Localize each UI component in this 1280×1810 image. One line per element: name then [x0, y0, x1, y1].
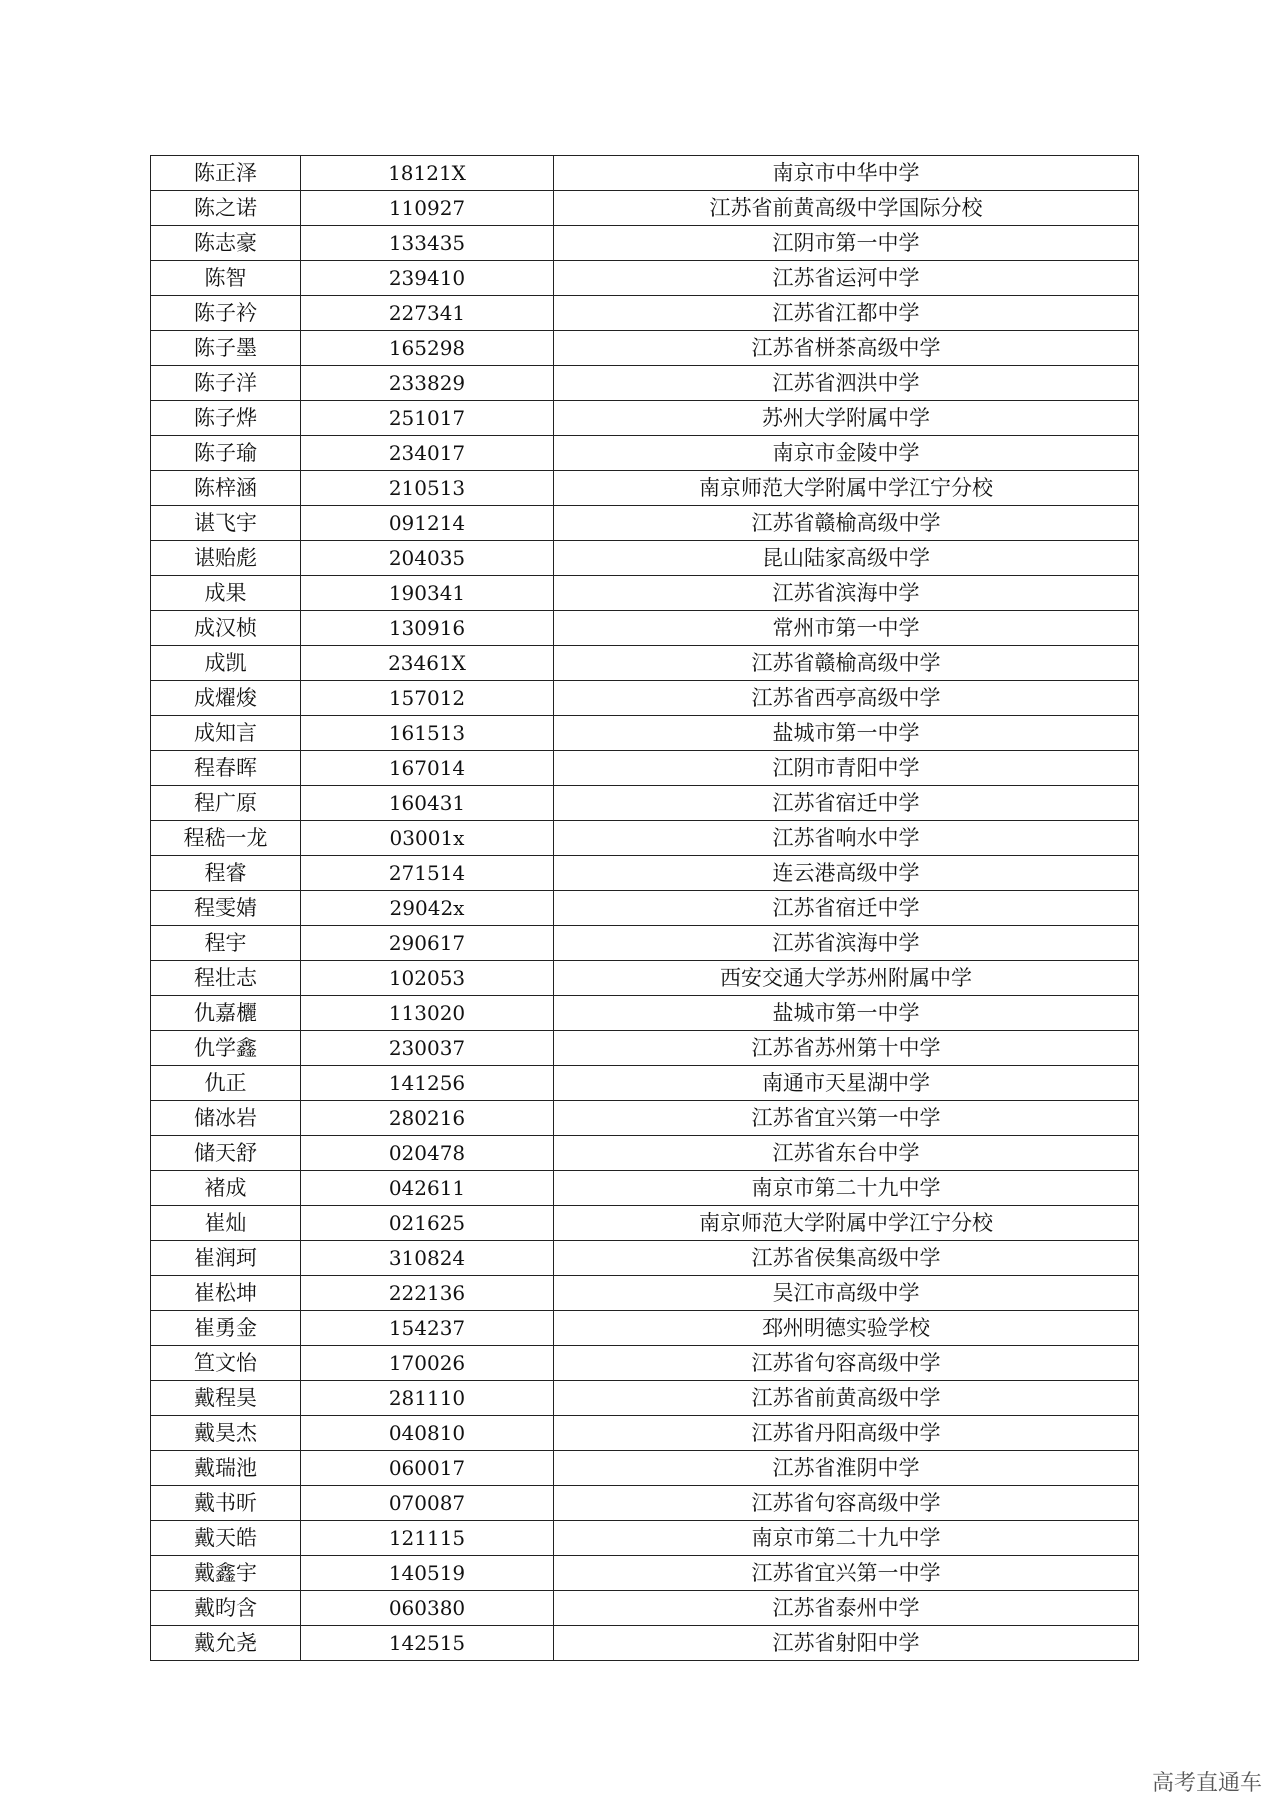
school-name-cell: 江苏省运河中学 [554, 261, 1139, 296]
school-name-cell: 江苏省宿迁中学 [554, 891, 1139, 926]
student-id-cell: 165298 [301, 331, 554, 366]
student-id-cell: 154237 [301, 1311, 554, 1346]
student-name-cell: 程广原 [151, 786, 301, 821]
school-name-cell: 江苏省响水中学 [554, 821, 1139, 856]
student-id-cell: 170026 [301, 1346, 554, 1381]
table-row [151, 856, 1139, 891]
student-name-cell: 陈正泽 [151, 156, 301, 191]
student-name-cell: 陈梓涵 [151, 471, 301, 506]
school-name-cell: 邳州明德实验学校 [554, 1311, 1139, 1346]
student-id-cell: 23461X [301, 646, 554, 681]
student-id-cell: 281110 [301, 1381, 554, 1416]
table-row [151, 926, 1139, 961]
student-id-cell: 280216 [301, 1101, 554, 1136]
table-row [151, 226, 1139, 261]
student-id-cell: 140519 [301, 1556, 554, 1591]
table-row [151, 296, 1139, 331]
school-name-cell: 江苏省泗洪中学 [554, 366, 1139, 401]
school-name-cell: 苏州大学附属中学 [554, 401, 1139, 436]
table-row [151, 751, 1139, 786]
student-id-cell: 113020 [301, 996, 554, 1031]
student-name-cell: 成燿焌 [151, 681, 301, 716]
school-name-cell: 南京师范大学附属中学江宁分校 [554, 1206, 1139, 1241]
student-name-cell: 成汉桢 [151, 611, 301, 646]
student-id-cell: 121115 [301, 1521, 554, 1556]
student-id-cell: 29042x [301, 891, 554, 926]
student-name-cell: 笪文怡 [151, 1346, 301, 1381]
table-row [151, 1066, 1139, 1101]
student-name-cell: 戴瑞池 [151, 1451, 301, 1486]
school-name-cell: 江苏省射阳中学 [554, 1626, 1139, 1661]
school-name-cell: 南京市第二十九中学 [554, 1521, 1139, 1556]
school-name-cell: 江苏省侯集高级中学 [554, 1241, 1139, 1276]
student-id-cell: 204035 [301, 541, 554, 576]
student-name-cell: 陈志豪 [151, 226, 301, 261]
student-name-cell: 崔勇金 [151, 1311, 301, 1346]
table-row [151, 611, 1139, 646]
table-row [151, 576, 1139, 611]
student-id-cell: 110927 [301, 191, 554, 226]
school-name-cell: 江苏省前黄高级中学国际分校 [554, 191, 1139, 226]
school-name-cell: 江苏省淮阴中学 [554, 1451, 1139, 1486]
school-name-cell: 西安交通大学苏州附属中学 [554, 961, 1139, 996]
student-name-cell: 戴允尧 [151, 1626, 301, 1661]
table-row [151, 1416, 1139, 1451]
table-row [151, 1556, 1139, 1591]
table-row [151, 786, 1139, 821]
student-name-cell: 谌贻彪 [151, 541, 301, 576]
table-row [151, 506, 1139, 541]
student-name-cell: 程壮志 [151, 961, 301, 996]
student-id-cell: 133435 [301, 226, 554, 261]
school-name-cell: 江苏省赣榆高级中学 [554, 646, 1139, 681]
school-name-cell: 江苏省栟茶高级中学 [554, 331, 1139, 366]
student-id-cell: 310824 [301, 1241, 554, 1276]
student-id-cell: 251017 [301, 401, 554, 436]
table-row [151, 1171, 1139, 1206]
student-id-cell: 141256 [301, 1066, 554, 1101]
school-name-cell: 江苏省江都中学 [554, 296, 1139, 331]
student-id-cell: 222136 [301, 1276, 554, 1311]
student-id-cell: 227341 [301, 296, 554, 331]
school-name-cell: 江苏省泰州中学 [554, 1591, 1139, 1626]
student-name-cell: 陈子烨 [151, 401, 301, 436]
table-row [151, 471, 1139, 506]
table-row [151, 1311, 1139, 1346]
student-id-cell: 130916 [301, 611, 554, 646]
student-id-cell: 102053 [301, 961, 554, 996]
student-id-cell: 091214 [301, 506, 554, 541]
student-name-cell: 陈子瑜 [151, 436, 301, 471]
school-name-cell: 吴江市高级中学 [554, 1276, 1139, 1311]
student-name-cell: 成凯 [151, 646, 301, 681]
student-name-cell: 褚成 [151, 1171, 301, 1206]
student-id-cell: 042611 [301, 1171, 554, 1206]
school-name-cell: 江苏省东台中学 [554, 1136, 1139, 1171]
school-name-cell: 盐城市第一中学 [554, 716, 1139, 751]
student-id-cell: 040810 [301, 1416, 554, 1451]
student-name-cell: 仇正 [151, 1066, 301, 1101]
school-name-cell: 江苏省西亭高级中学 [554, 681, 1139, 716]
student-name-cell: 戴昀含 [151, 1591, 301, 1626]
student-id-cell: 160431 [301, 786, 554, 821]
table-row [151, 821, 1139, 856]
table-row [151, 1521, 1139, 1556]
table-row [151, 1206, 1139, 1241]
student-name-cell: 戴天皓 [151, 1521, 301, 1556]
school-name-cell: 江苏省句容高级中学 [554, 1346, 1139, 1381]
table-row [151, 191, 1139, 226]
student-id-cell: 271514 [301, 856, 554, 891]
student-id-cell: 167014 [301, 751, 554, 786]
table-row [151, 1381, 1139, 1416]
table-row [151, 961, 1139, 996]
student-id-cell: 18121X [301, 156, 554, 191]
school-name-cell: 南京市金陵中学 [554, 436, 1139, 471]
school-name-cell: 南京师范大学附属中学江宁分校 [554, 471, 1139, 506]
student-id-cell: 161513 [301, 716, 554, 751]
table-row [151, 436, 1139, 471]
school-name-cell: 南京市第二十九中学 [554, 1171, 1139, 1206]
table-row [151, 1276, 1139, 1311]
table-row [151, 891, 1139, 926]
table-row [151, 1346, 1139, 1381]
school-name-cell: 江苏省滨海中学 [554, 926, 1139, 961]
roster-body [151, 156, 1139, 1661]
student-name-cell: 仇学鑫 [151, 1031, 301, 1066]
student-name-cell: 戴程昊 [151, 1381, 301, 1416]
school-name-cell: 江苏省苏州第十中学 [554, 1031, 1139, 1066]
student-name-cell: 程宇 [151, 926, 301, 961]
school-name-cell: 江苏省赣榆高级中学 [554, 506, 1139, 541]
table-row [151, 1451, 1139, 1486]
student-id-cell: 233829 [301, 366, 554, 401]
school-name-cell: 江苏省宜兴第一中学 [554, 1556, 1139, 1591]
table-row [151, 156, 1139, 191]
school-name-cell: 南通市天星湖中学 [554, 1066, 1139, 1101]
student-id-cell: 142515 [301, 1626, 554, 1661]
school-name-cell: 连云港高级中学 [554, 856, 1139, 891]
table-row [151, 1136, 1139, 1171]
student-name-cell: 陈智 [151, 261, 301, 296]
student-id-cell: 190341 [301, 576, 554, 611]
student-id-cell: 239410 [301, 261, 554, 296]
student-name-cell: 谌飞宇 [151, 506, 301, 541]
school-name-cell: 江苏省句容高级中学 [554, 1486, 1139, 1521]
student-id-cell: 060017 [301, 1451, 554, 1486]
table-row [151, 401, 1139, 436]
table-row [151, 1626, 1139, 1661]
table-row [151, 1101, 1139, 1136]
table-row [151, 1591, 1139, 1626]
student-name-cell: 崔灿 [151, 1206, 301, 1241]
watermark-text: 高考直通车 [1151, 1771, 1262, 1796]
school-name-cell: 江苏省宿迁中学 [554, 786, 1139, 821]
student-id-cell: 290617 [301, 926, 554, 961]
student-name-cell: 仇嘉欐 [151, 996, 301, 1031]
student-name-cell: 程嵇一龙 [151, 821, 301, 856]
student-name-cell: 储冰岩 [151, 1101, 301, 1136]
table-row [151, 1031, 1139, 1066]
roster-table [150, 155, 1139, 1661]
student-name-cell: 程春晖 [151, 751, 301, 786]
student-name-cell: 陈子墨 [151, 331, 301, 366]
student-name-cell: 储天舒 [151, 1136, 301, 1171]
school-name-cell: 南京市中华中学 [554, 156, 1139, 191]
school-name-cell: 江苏省丹阳高级中学 [554, 1416, 1139, 1451]
table-row [151, 646, 1139, 681]
student-id-cell: 020478 [301, 1136, 554, 1171]
student-name-cell: 陈子洋 [151, 366, 301, 401]
table-row [151, 1241, 1139, 1276]
student-name-cell: 戴鑫宇 [151, 1556, 301, 1591]
student-id-cell: 230037 [301, 1031, 554, 1066]
school-name-cell: 昆山陆家高级中学 [554, 541, 1139, 576]
school-name-cell: 江苏省前黄高级中学 [554, 1381, 1139, 1416]
school-name-cell: 江阴市青阳中学 [554, 751, 1139, 786]
student-name-cell: 崔松坤 [151, 1276, 301, 1311]
table-row [151, 366, 1139, 401]
table-row [151, 541, 1139, 576]
student-name-cell: 戴书昕 [151, 1486, 301, 1521]
table-row [151, 681, 1139, 716]
student-name-cell: 崔润珂 [151, 1241, 301, 1276]
student-name-cell: 程睿 [151, 856, 301, 891]
student-id-cell: 060380 [301, 1591, 554, 1626]
school-name-cell: 常州市第一中学 [554, 611, 1139, 646]
student-name-cell: 戴昊杰 [151, 1416, 301, 1451]
student-name-cell: 陈子衿 [151, 296, 301, 331]
school-name-cell: 盐城市第一中学 [554, 996, 1139, 1031]
student-id-cell: 157012 [301, 681, 554, 716]
student-id-cell: 234017 [301, 436, 554, 471]
school-name-cell: 江苏省宜兴第一中学 [554, 1101, 1139, 1136]
student-name-cell: 程雯婧 [151, 891, 301, 926]
student-name-cell: 成知言 [151, 716, 301, 751]
table-row [151, 716, 1139, 751]
student-id-cell: 03001x [301, 821, 554, 856]
student-id-cell: 021625 [301, 1206, 554, 1241]
table-row [151, 331, 1139, 366]
student-name-cell: 陈之诺 [151, 191, 301, 226]
school-name-cell: 江阴市第一中学 [554, 226, 1139, 261]
table-row [151, 996, 1139, 1031]
student-id-cell: 070087 [301, 1486, 554, 1521]
student-name-cell: 成果 [151, 576, 301, 611]
school-name-cell: 江苏省滨海中学 [554, 576, 1139, 611]
student-id-cell: 210513 [301, 471, 554, 506]
table-row [151, 1486, 1139, 1521]
table-row [151, 261, 1139, 296]
